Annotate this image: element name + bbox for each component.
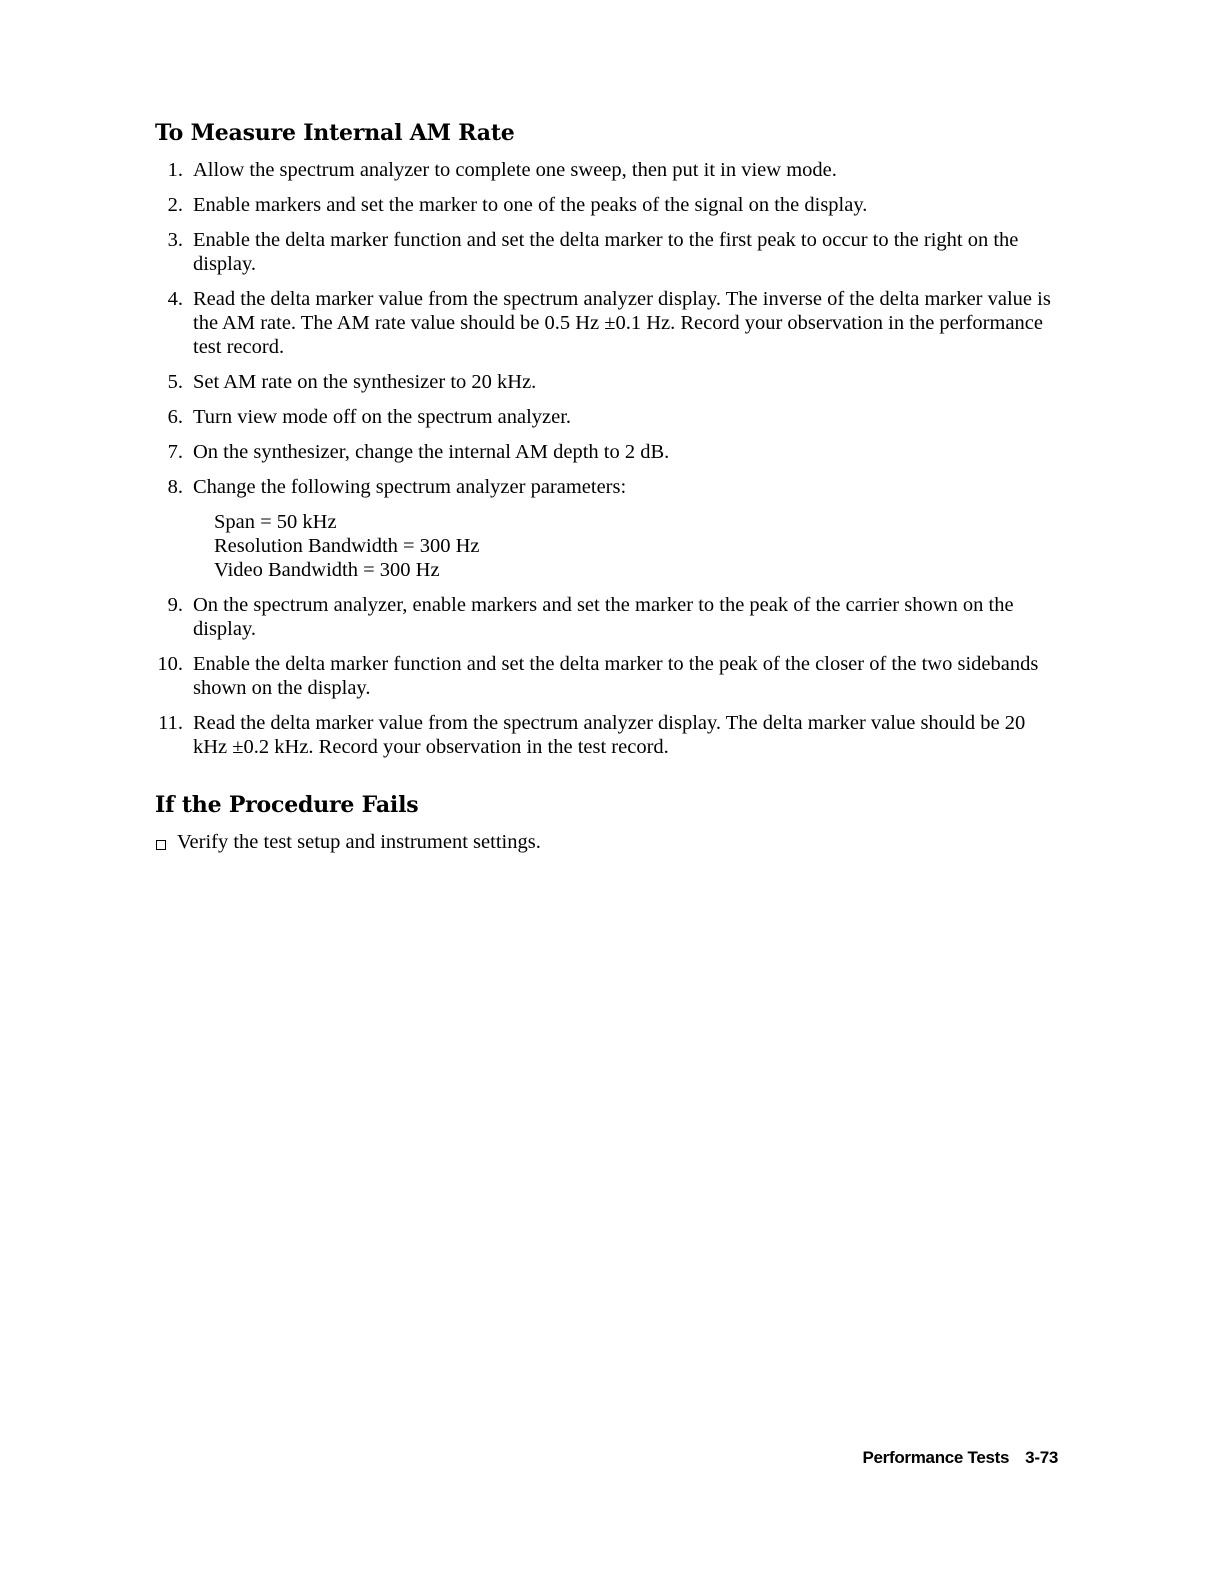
- parameter-video-bandwidth: Video Bandwidth = 300 Hz: [214, 559, 440, 581]
- step-text: Set AM rate on the synthesizer to 20 kHz.: [193, 371, 537, 393]
- step-number: 7.: [167, 441, 183, 463]
- list-item: [155, 405, 1060, 429]
- section-spacer: [155, 770, 1060, 790]
- parameter-span: Span = 50 kHz: [214, 511, 337, 533]
- step-number: 5.: [167, 371, 183, 393]
- step-text: Enable the delta marker function and set the delta marker to the first peak to occur to the right on the display.: [193, 229, 1019, 275]
- section-heading-measure-am-rate: To Measure Internal AM Rate: [155, 120, 515, 146]
- procedure-steps-list: [155, 158, 1060, 759]
- page-number: 3-73: [1025, 1448, 1058, 1467]
- section-heading-procedure-fails: If the Procedure Fails: [155, 792, 419, 818]
- step-text: Read the delta marker value from the spectrum analyzer display. The delta marker value should be 20 kHz ±0.2 kHz. Record your observation in the test record.: [193, 712, 1026, 758]
- step-text: On the spectrum analyzer, enable markers and set the marker to the peak of the carrier shown on the display.: [193, 594, 1014, 640]
- step-text: Change the following spectrum analyzer parameters:: [193, 476, 627, 498]
- list-item: [155, 228, 1060, 276]
- step-text: Enable markers and set the marker to one of the peaks of the signal on the display.: [193, 194, 868, 216]
- footer-section-title: Performance Tests: [862, 1448, 1010, 1467]
- page-content: [155, 118, 1060, 854]
- step-text: Read the delta marker value from the spectrum analyzer display. The inverse of the delta marker value is the AM rate. The AM rate value should be 0.5 Hz ±0.1 Hz. Record your observation in the performance test record.: [193, 288, 1051, 358]
- step-number: 3.: [167, 229, 183, 251]
- step-number: 8.: [167, 476, 183, 498]
- list-item: [155, 287, 1060, 359]
- list-item: [155, 593, 1060, 641]
- list-item: [155, 440, 1060, 464]
- checklist-item-text: Verify the test setup and instrument settings.: [177, 831, 541, 853]
- step-number: 11.: [158, 712, 183, 734]
- step-text: Turn view mode off on the spectrum analyzer.: [193, 406, 572, 428]
- parameter-resolution-bandwidth: Resolution Bandwidth = 300 Hz: [214, 535, 480, 557]
- list-item: [155, 158, 1060, 182]
- list-item: [155, 370, 1060, 394]
- page-footer: [862, 1448, 1058, 1468]
- analyzer-parameters-block: [214, 510, 1060, 582]
- list-item: [155, 193, 1060, 217]
- troubleshooting-checklist: [155, 830, 1060, 854]
- step-number: 2.: [167, 194, 183, 216]
- step-number: 4.: [167, 288, 183, 310]
- list-item: [155, 711, 1060, 759]
- list-item: [155, 652, 1060, 700]
- step-text: Enable the delta marker function and set the delta marker to the peak of the closer of the two sidebands shown on the display.: [193, 653, 1039, 699]
- step-text: On the synthesizer, change the internal AM depth to 2 dB.: [193, 441, 670, 463]
- step-text: Allow the spectrum analyzer to complete one sweep, then put it in view mode.: [193, 159, 837, 181]
- step-number: 10.: [157, 653, 183, 675]
- step-number: 1.: [167, 159, 183, 181]
- checkbox-icon: [156, 840, 166, 850]
- list-item: [155, 830, 1060, 854]
- step-number: 9.: [167, 594, 183, 616]
- step-number: 6.: [167, 406, 183, 428]
- list-item: [155, 475, 1060, 582]
